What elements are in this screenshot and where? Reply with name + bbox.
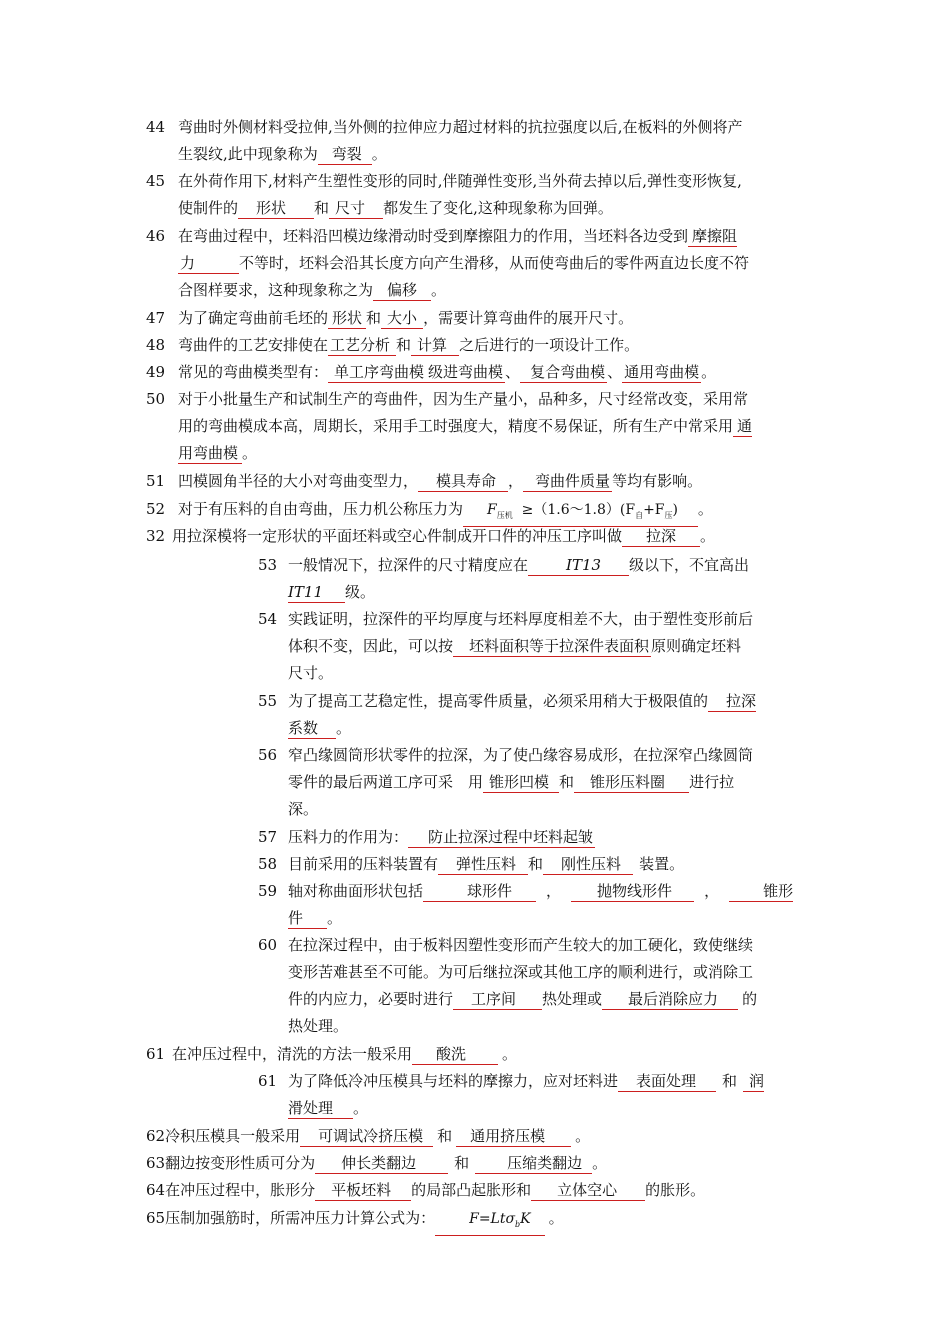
q62-text: 冷积压模具一般采用	[165, 1127, 301, 1145]
q45-line1	[146, 168, 742, 194]
q50-line2	[178, 413, 752, 439]
q61b-answer-1: 表面处理	[618, 1071, 716, 1092]
question-number: 60	[258, 936, 278, 954]
q49-answer-4: 通用弯曲模	[624, 363, 700, 381]
formula-sub: b	[515, 1219, 521, 1229]
q53-answer-1: IT13	[528, 555, 629, 576]
q56-text4: 深。	[288, 800, 319, 818]
q57-answer-1: 防止拉深过程中坯料起皱	[408, 827, 595, 848]
q65-line	[146, 1205, 564, 1231]
q45-text2: 使制件的	[178, 199, 239, 217]
q58-answer-1: 弹性压料	[438, 854, 528, 875]
question-number: 46	[146, 227, 166, 245]
q59-comma: ，	[546, 882, 562, 900]
q48-text2: 之后进行的一项设计工作。	[459, 336, 640, 354]
question-number: 61	[258, 1072, 278, 1090]
q61b-end: 。	[353, 1099, 369, 1117]
q49-answer-1: 单工序弯曲模	[328, 362, 426, 383]
q58-text2: 装置。	[639, 855, 685, 873]
q45-answer-1: 形状	[238, 198, 314, 219]
q64-text3: 的胀形。	[645, 1181, 706, 1199]
question-number: 50	[146, 390, 166, 408]
q50-text: 对于小批量生产和试制生产的弯曲件，因为生产量小，品种多，尺寸经常改变，采用常	[178, 390, 749, 408]
q46-end: 。	[431, 281, 447, 299]
question-number: 54	[258, 610, 278, 628]
q52-end: 。	[697, 500, 713, 518]
q49-sep: 、	[505, 363, 521, 381]
q55-text: 为了提高工艺稳定性，提高零件质量，必须采用稍大于极限值的	[288, 692, 709, 710]
q47-answer-2: 大小	[381, 308, 423, 329]
q56-text3: 进行拉	[689, 773, 735, 791]
question-number: 45	[146, 172, 166, 190]
q60-text3: 件的内应力，必要时进行	[288, 990, 454, 1008]
q51-comma: ，	[508, 472, 524, 490]
q60-line4	[288, 1013, 348, 1039]
question-number: 53	[258, 556, 278, 574]
q51-line	[146, 468, 702, 494]
q61a-text: 在冲压过程中，清洗的方法一般采用	[172, 1045, 413, 1063]
q54-text2: 体积不变，因此，可以按	[288, 637, 454, 655]
q62-end: 。	[575, 1127, 591, 1145]
q53-line2	[288, 579, 375, 605]
q54-line3	[288, 660, 333, 686]
q61a-line	[146, 1041, 517, 1067]
q59-line2	[288, 905, 342, 931]
q46-text3: 合图样要求，这种现象称之为	[178, 281, 374, 299]
q53-line1	[258, 552, 749, 578]
q47-text: 为了确定弯曲前毛坯的	[178, 309, 329, 327]
question-number: 49	[146, 363, 166, 381]
q61b-answer-2a: 润	[743, 1071, 764, 1092]
q61b-text: 为了降低冷冲压模具与坯料的摩擦力，应对坯料进	[288, 1072, 619, 1090]
q65-answer-1	[435, 1209, 545, 1236]
q49-answer-2: 级进弯曲模	[428, 363, 504, 381]
q54-text: 实践证明，拉深件的平均厚度与坯料厚度相差不大，由于塑性变形前后	[288, 610, 754, 628]
q61a-end: 。	[502, 1045, 518, 1063]
q53-text2: 级以下，不宜高出	[629, 556, 750, 574]
q62-answer-2: 通用挤压模	[456, 1126, 571, 1147]
q51-answer-1: 模具寿命	[418, 471, 508, 492]
q64-text2: 的局部凸起胀形和	[411, 1181, 532, 1199]
q46-answer-1a: 摩擦阻	[688, 226, 737, 247]
q44-text2: 生裂纹,此中现象称为	[178, 145, 318, 163]
q61b-and: 和	[722, 1072, 738, 1090]
q60-line3	[288, 986, 757, 1012]
q48-line	[146, 332, 639, 358]
question-number: 59	[258, 882, 278, 900]
q56-and: 和	[559, 773, 575, 791]
formula-part: F=Ltσ	[469, 1211, 516, 1227]
q50-answer-1a: 通	[733, 416, 752, 437]
q59-end: 。	[327, 909, 343, 927]
q60-text: 在拉深过程中，由于板料因塑性变形而产生较大的加工硬化，致使继续	[288, 936, 754, 954]
q48-answer-2: 计算	[411, 335, 459, 356]
q58-text: 目前采用的压料装置有	[288, 855, 439, 873]
q49-answer-3: 复合弯曲模	[520, 362, 607, 383]
q57-text: 压料力的作用为：	[288, 828, 409, 846]
q59-comma: ，	[704, 882, 720, 900]
q48-and: 和	[396, 336, 412, 354]
q47-text2: ，需要计算弯曲件的展开尺寸。	[423, 309, 634, 327]
q60-text6: 热处理。	[288, 1017, 349, 1035]
q50-text2: 用的弯曲模成本高，周期长，采用手工时强度大，精度不易保证，所有生产中常采用	[178, 417, 734, 435]
q55-end: 。	[336, 719, 352, 737]
q54-text3: 原则确定坯料	[651, 637, 742, 655]
q50-line1	[146, 386, 748, 412]
q65-end: 。	[548, 1209, 564, 1227]
q53-end: 级。	[345, 583, 376, 601]
question-number: 58	[258, 855, 278, 873]
question-number: 52	[146, 500, 166, 518]
q44-text: 弯曲时外侧材料受拉伸,当外侧的拉伸应力超过材料的抗拉强度以后,在板料的外侧将产	[178, 118, 743, 136]
q58-and: 和	[528, 855, 544, 873]
q51-answer-2: 弯曲件质量	[523, 471, 612, 492]
question-number: 55	[258, 692, 278, 710]
q45-and: 和	[314, 199, 330, 217]
formula-part: ≥（1.6～1.8）(F	[521, 502, 636, 518]
q60-text5: 的	[742, 990, 758, 1008]
q52-line	[146, 496, 713, 522]
q59-answer-3b: 件	[288, 908, 327, 929]
q64-text: 在冲压过程中，胀形分	[165, 1181, 316, 1199]
q44-line1	[146, 114, 743, 140]
q61b-line1	[258, 1068, 764, 1094]
q56-answer-2: 锥形压料圈	[574, 772, 689, 793]
q50-line3	[178, 440, 257, 466]
q63-end: 。	[592, 1154, 608, 1172]
q49-line	[146, 359, 716, 385]
q32-text: 用拉深模将一定形状的平面坯料或空心件制成开口件的冲压工序叫做	[172, 527, 623, 545]
formula-part: +F	[643, 502, 665, 518]
q58-line	[258, 851, 684, 877]
q56-text2: 零件的最后两道工序可采 用	[288, 773, 484, 791]
q48-text: 弯曲件的工艺安排使在	[178, 336, 329, 354]
q60-answer-1: 工序间	[453, 989, 542, 1010]
question-number: 57	[258, 828, 278, 846]
question-number: 48	[146, 336, 166, 354]
question-number: 51	[146, 472, 166, 490]
q47-and: 和	[366, 309, 382, 327]
q61b-answer-2b: 滑处理	[288, 1098, 353, 1119]
q51-text: 凹模圆角半径的大小对弯曲变型力，	[178, 472, 419, 490]
q64-answer-2: 立体空心	[531, 1180, 645, 1201]
question-number: 61	[146, 1045, 166, 1063]
q63-answer-1: 伸长类翻边	[315, 1153, 448, 1174]
q63-line	[146, 1150, 607, 1176]
q44-line2	[178, 141, 387, 167]
q59-line1	[258, 878, 793, 904]
q46-line1	[146, 223, 737, 249]
q56-answer-1: 锥形凹模	[483, 772, 559, 793]
q50-answer-1b: 用弯曲模	[178, 443, 242, 464]
q64-line	[146, 1177, 705, 1203]
q59-text: 轴对称曲面形状包括	[288, 882, 424, 900]
q32-end: 。	[700, 527, 716, 545]
formula-part: K	[520, 1211, 531, 1227]
q45-line2	[178, 195, 613, 221]
q63-and: 和	[454, 1154, 470, 1172]
question-number: 64	[146, 1181, 166, 1199]
q58-answer-2: 刚性压料	[543, 854, 633, 875]
question-number: 62	[146, 1127, 166, 1145]
formula-part: )	[672, 502, 678, 518]
q51-text2: 等均有影响。	[612, 472, 703, 490]
q62-and: 和	[437, 1127, 453, 1145]
q65-text: 压制加强筋时，所需冲压力计算公式为：	[165, 1209, 436, 1227]
q46-line2	[178, 250, 749, 276]
q60-text2: 变形苦难甚至不可能。为可后继拉深或其他工序的顺利进行，或消除工	[288, 963, 754, 981]
q60-text4: 热处理或	[542, 990, 603, 1008]
q62-line	[146, 1123, 590, 1149]
q32-answer-1: 拉深	[622, 526, 700, 547]
q59-answer-3a: 锥形	[729, 881, 793, 902]
q52-text: 对于有压料的自由弯曲，压力机公称压力为	[178, 500, 464, 518]
q54-line2	[288, 633, 741, 659]
q62-answer-1: 可调试冷挤压模	[300, 1126, 433, 1147]
q55-line1	[258, 688, 756, 714]
q45-answer-2: 尺寸	[329, 198, 383, 219]
q56-line1	[258, 742, 753, 768]
q54-line1	[258, 606, 753, 632]
formula-sub: 自	[635, 510, 644, 520]
q61a-answer-1: 酸洗	[412, 1044, 498, 1065]
q46-line3	[178, 277, 446, 303]
q53-text: 一般情况下，拉深件的尺寸精度应在	[288, 556, 529, 574]
q63-text: 翻边按变形性质可分为	[165, 1154, 316, 1172]
q49-text: 常见的弯曲模类型有：	[178, 363, 329, 381]
q46-answer-1b: 力	[178, 253, 239, 274]
question-number: 56	[258, 746, 278, 764]
q54-text4: 尺寸。	[288, 664, 334, 682]
q59-answer-1: 球形件	[423, 881, 536, 902]
q60-answer-2: 最后消除应力	[602, 989, 738, 1010]
question-number: 32	[146, 527, 166, 545]
formula-f: F	[487, 502, 497, 518]
q32-line	[146, 523, 715, 549]
q57-line	[258, 824, 595, 850]
q45-text: 在外荷作用下,材料产生塑性变形的同时,伴随弹性变形,当外荷去掉以后,弹性变形恢复,	[178, 172, 742, 190]
q61b-line2	[288, 1095, 368, 1121]
q45-text3: 都发生了变化,这种现象称为回弹。	[383, 199, 613, 217]
q64-answer-1: 平板坯料	[315, 1180, 411, 1201]
q44-answer-1: 弯裂	[318, 144, 372, 165]
q56-line2	[288, 769, 734, 795]
q55-line2	[288, 715, 351, 741]
q55-answer-1b: 系数	[288, 718, 336, 739]
q47-line	[146, 305, 633, 331]
q46-answer-2: 偏移	[373, 280, 431, 301]
question-number: 63	[146, 1154, 166, 1172]
q54-answer-1: 坯料面积等于拉深件表面积	[453, 636, 651, 657]
q49-sep: 、	[607, 363, 623, 381]
q48-answer-1: 工艺分析	[328, 335, 396, 356]
q46-text2: 不等时，坯料会沿其长度方向产生滑移，从而使弯曲后的零件两直边长度不符	[239, 254, 750, 272]
q60-line1	[258, 932, 753, 958]
q59-answer-2: 抛物线形件	[571, 881, 694, 902]
q50-end: 。	[242, 444, 258, 462]
q60-line2	[288, 959, 753, 985]
q47-answer-1: 形状	[328, 308, 366, 329]
q63-answer-2: 压缩类翻边	[475, 1153, 592, 1174]
question-number: 65	[146, 1209, 166, 1227]
formula-sub: 压	[664, 510, 673, 520]
q49-end: 。	[701, 363, 717, 381]
q56-text: 窄凸缘圆筒形状零件的拉深，为了使凸缘容易成形，在拉深窄凸缘圆筒	[288, 746, 754, 764]
question-number: 47	[146, 309, 166, 327]
q46-text: 在弯曲过程中，坯料沿凹模边缘滑动时受到摩擦阻力的作用，当坯料各边受到	[178, 227, 689, 245]
q55-answer-1a: 拉深	[708, 691, 756, 712]
question-number: 44	[146, 118, 166, 136]
formula-sub: 压机	[496, 510, 513, 520]
q44-end: 。	[371, 145, 387, 163]
q56-line3	[288, 796, 318, 822]
q53-answer-2: IT11	[288, 582, 345, 603]
